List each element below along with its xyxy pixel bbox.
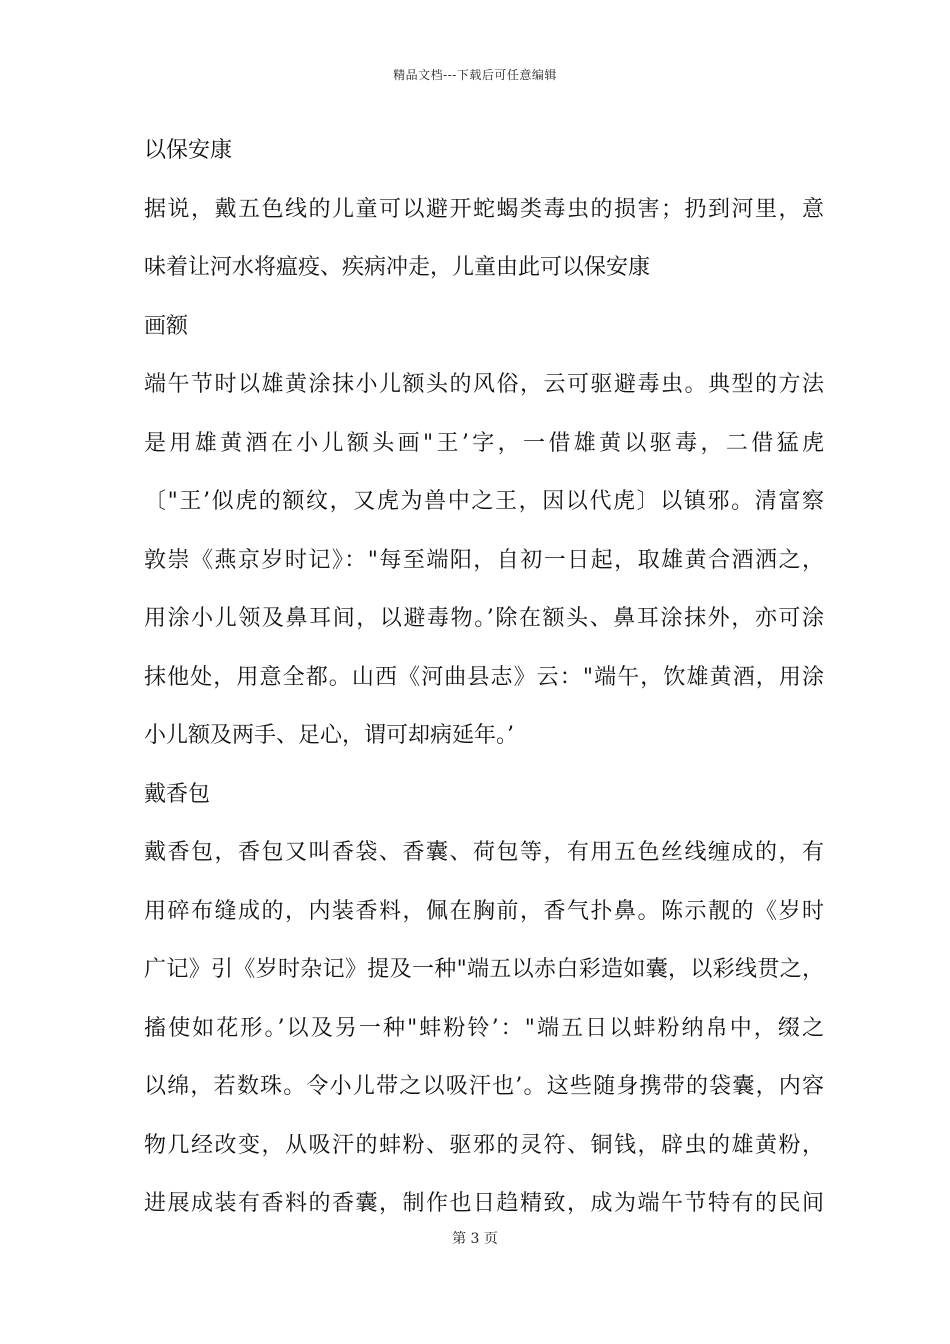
text-line: 用碎布缝成的，内装香料，佩在胸前，香气扑鼻。陈示靓的《岁时 bbox=[144, 898, 824, 924]
text-line: 物几经改变，从吸汗的蚌粉、驱邪的灵符、铜钱，辟虫的雄黄粉， bbox=[144, 1132, 824, 1158]
text-line: 搐使如花形。’以及另一种"蚌粉铃’："端五日以蚌粉纳帛中，缀之 bbox=[144, 1015, 824, 1041]
section-heading: 戴香包 bbox=[144, 781, 211, 807]
text-line: 进展成装有香料的香囊，制作也日趋精致，成为端午节特有的民间 bbox=[144, 1191, 824, 1216]
text-line: 味着让河水将瘟疫、疾病冲走，儿童由此可以保安康 bbox=[144, 255, 651, 280]
text-line: 戴香包，香包又叫香袋、香囊、荷包等，有用五色丝线缠成的，有 bbox=[144, 840, 824, 865]
text-line: 抹他处，用意全都。山西《河曲县志》云："端午，饮雄黄酒，用涂 bbox=[144, 664, 824, 690]
document-body bbox=[144, 132, 824, 1244]
text-line: 小儿额及两手、足心，谓可却病延年。’ bbox=[144, 723, 514, 748]
page-header: 精品文档---下载后可任意编辑 bbox=[393, 68, 557, 82]
text-line: 是用雄黄酒在小儿额头画"王’字，一借雄黄以驱毒，二借猛虎 bbox=[144, 430, 824, 456]
text-line: 〔"王’似虎的额纹，又虎为兽中之王，因以代虎〕以镇邪。清富察 bbox=[144, 489, 824, 514]
text-line: 广记》引《岁时杂记》提及一种"端五以赤白彩造如囊，以彩线贯之， bbox=[144, 957, 824, 982]
text-line: 用涂小儿领及鼻耳间，以避毒物。’除在额头、鼻耳涂抹外，亦可涂 bbox=[144, 606, 824, 631]
page-number: 第 3 页 bbox=[452, 1231, 498, 1247]
text-line: 端午节时以雄黄涂抹小儿额头的风俗，云可驱避毒虫。典型的方法 bbox=[144, 372, 824, 397]
section-heading: 画额 bbox=[144, 313, 189, 339]
text-line: 以绵，若数珠。令小儿带之以吸汗也’。这些随身携带的袋囊，内容 bbox=[144, 1074, 824, 1099]
text-line: 据说，戴五色线的儿童可以避开蛇蝎类毒虫的损害；扔到河里，意 bbox=[144, 196, 824, 222]
section-heading: 以保安康 bbox=[144, 138, 233, 163]
text-line: 敦崇《燕京岁时记》："每至端阳，自初一日起，取雄黄合酒洒之， bbox=[144, 547, 824, 573]
